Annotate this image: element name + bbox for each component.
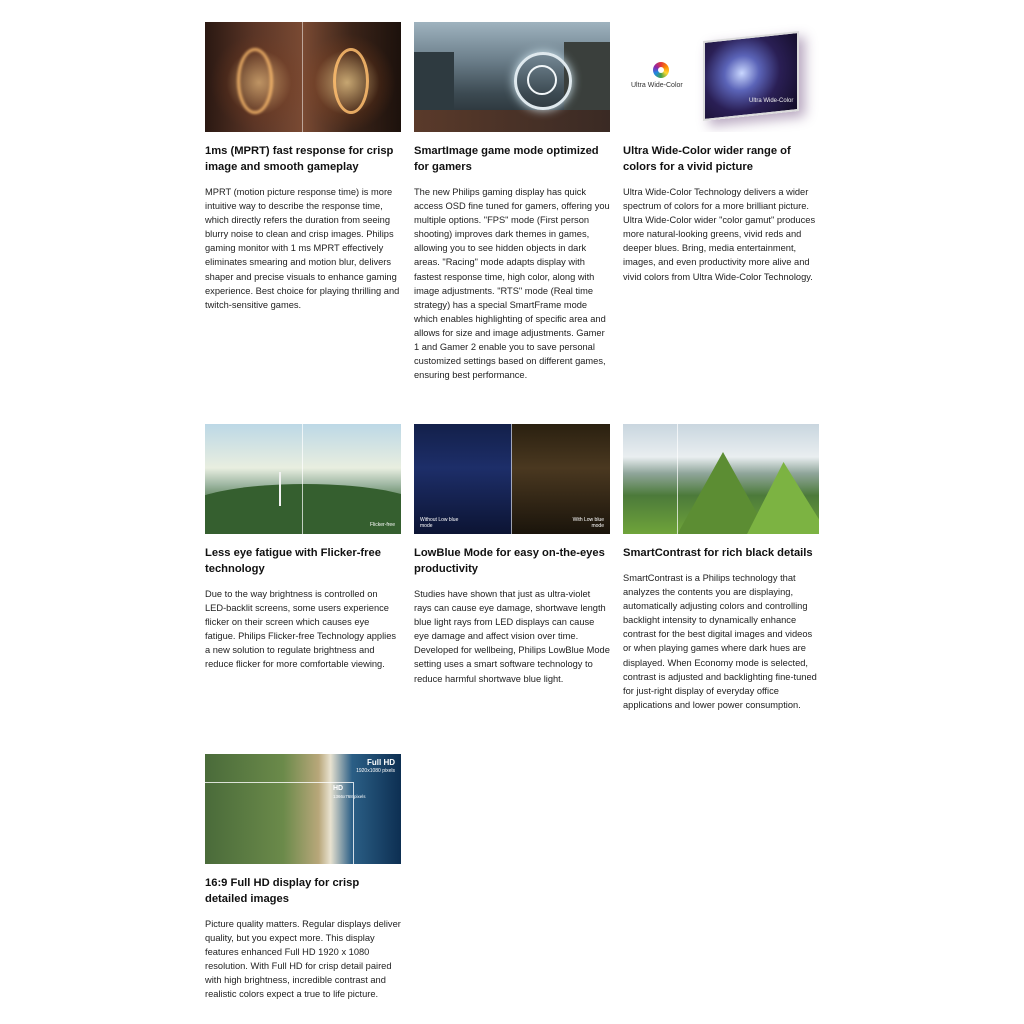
monitor-screen [703, 31, 799, 121]
feature-card-lowblue [414, 424, 610, 686]
lowblue-image [414, 424, 610, 534]
full-hd-image [205, 754, 401, 864]
feature-description: Ultra Wide-Color Technology delivers a wider spectrum of colors for a more brilliant picture. Ultra Wide-Color wider "color gamut" produces more natural-looking greens, vivid reds and deeper blues. Bring, media entertainment, images, and even productivity more alive and vivid colors from Ultra Wide-Color Technology. [623, 187, 816, 282]
feature-description: Studies have shown that just as ultra-violet rays can cause eye damage, shortwave length blue light rays from LED displays can cause eye damage and affect vision over time. Developed for wellbeing, Philips LowBlue Mode setting uses a smart software technology to reduce harmful shortwave blue light. [414, 589, 610, 684]
flicker-free-image [205, 424, 401, 534]
feature-card-response-time [205, 22, 401, 312]
hd-label: HD 1366x768 pixels [333, 785, 366, 799]
screen-label: Ultra Wide-Color [749, 98, 794, 104]
feature-title: SmartContrast for rich black details [623, 547, 813, 559]
wind-turbine-icon [279, 472, 281, 506]
feature-description: The new Philips gaming display has quick access OSD fine tuned for gamers, offering you multiple options. "FPS" mode (First person shooting) improves dark themes in games, allowing you to see hidden objects in dark areas. "Racing" mode adapts display with fastest response time, high color, along with image adjustments. "RTS" mode (Real time strategy) has a special SmartFrame mode which enables highlighting of specific area and allows for size and image adjustments. Gamer 1 and Gamer 2 enable you to save personal customized settings based on different games, ensuring best performance. [414, 187, 610, 381]
feature-card-flicker-free [205, 424, 401, 672]
feature-card-ultra-wide-color [623, 22, 819, 284]
feature-description: Picture quality matters. Regular displays deliver quality, but you expect more. This display features enhanced Full HD 1920 x 1080 resolution. With Full HD for crisp detail paired with high brightness, incredible contrast and realistic colors expect a true to life picture. [205, 919, 401, 1000]
without-label: Without Low blue mode [420, 517, 459, 529]
ultra-wide-color-image [623, 22, 819, 132]
feature-description: Due to the way brightness is controlled on LED-backlit screens, some users experience flicker on their screen which causes eye fatigue. Philips Flicker-free Technology applies a new solution to regulate brightness and reduce flicker for more comfortable viewing. [205, 589, 397, 670]
feature-card-smartcontrast [623, 424, 819, 712]
feature-title: SmartImage game mode optimized for gamers [414, 145, 599, 173]
feature-description: SmartContrast is a Philips technology that analyzes the contents you are displaying, automatically adjusting colors and controlling backlight intensity to dynamically enhance contrast for the best digital images and videos or when playing games where dark hues are displayed. When Economy mode is selected, contrast is adjusted and backlighting fine-tuned for just-right display of everyday office applications and lower power consumption. [623, 573, 817, 710]
feature-title: 16:9 Full HD display for crisp detailed images [205, 877, 360, 905]
with-label: With Low blue mode [572, 517, 604, 529]
image-tag: Flicker-free [369, 522, 395, 528]
logo-label: Ultra Wide-Color [631, 82, 683, 89]
full-hd-label: Full HD 1920x1080 pixels [356, 758, 395, 774]
feature-title: Less eye fatigue with Flicker-free technology [205, 547, 381, 575]
feature-card-smartimage [414, 22, 610, 382]
feature-card-full-hd [205, 754, 401, 1002]
feature-title: 1ms (MPRT) fast response for crisp image and smooth gameplay [205, 145, 394, 173]
smartimage-game-image [414, 22, 610, 132]
feature-title: LowBlue Mode for easy on-the-eyes productivity [414, 547, 605, 575]
feature-title: Ultra Wide-Color wider range of colors for a vivid picture [623, 145, 791, 173]
response-time-image [205, 22, 401, 132]
smartcontrast-image [623, 424, 819, 534]
feature-description: MPRT (motion picture response time) is more intuitive way to describe the response time, which directly refers the duration from seeing blurry noise to clean and crisp images. Philips gaming monitor with 1 ms MPRT effectively eliminates smearing and motion blur, delivers shaper and precise visuals to enhance gaming experience. Best choice for playing thrilling and twitch-sensitive games. [205, 187, 400, 310]
